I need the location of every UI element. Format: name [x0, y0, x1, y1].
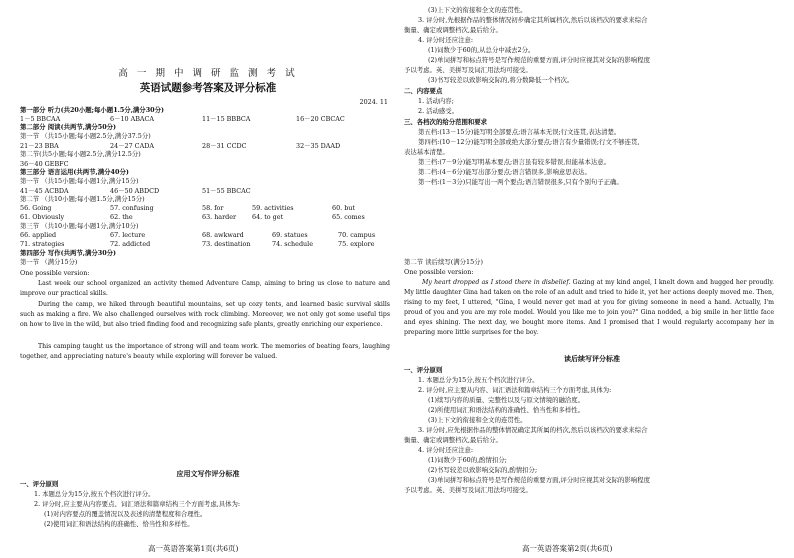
part3-heading: 第三部分 语言运用(共两节,满分40分): [20, 168, 129, 176]
principle-item: (2)使用词汇和语法结构的准确性、恰当性和多样性。: [44, 520, 194, 528]
principle-item: (1)词数少于60的,从总分中减去2分。: [428, 46, 535, 54]
principle-item: (3)上下文的衔接和全文的连贯性。: [428, 416, 527, 424]
principles-heading: 一、评分原则: [20, 480, 59, 488]
principle-item: (1)词数少于60的,酌情扣分;: [428, 456, 507, 464]
vocab-answer: 67. lecture: [110, 231, 146, 239]
fill-answer: 57. confusing: [110, 204, 154, 212]
page-2: [404, 0, 780, 558]
principle-item: (3)上下文的衔接和全文的连贯性。: [428, 6, 527, 14]
listening-answers-3: 11－15 BBBCA: [202, 115, 251, 123]
fill-answer: 60. but: [332, 204, 355, 212]
listening-answers-2: 6－10 ABACA: [110, 115, 155, 123]
essay-paragraph-3: This camping taught us the importance of strong will and team work. The memories of beating fears, laughing together, and appreciating nature's beauty while exploring will forever be valued.: [20, 343, 390, 360]
principle-item: 予以考虑。英、美拼写及词汇用法均可接受。: [404, 66, 532, 74]
content-point: 2. 活动感受。: [418, 107, 459, 115]
band-item: 第四档:(10－12分)能写明全部或绝大部分要点;语言有少量错误;行文不够连贯,: [418, 138, 640, 146]
principle-item: 3. 评分时,先根据作品的整体情况初步确定其所属档次,然后以该档次的要求来综合: [418, 16, 648, 24]
principle-item: 4. 评分时还应注意:: [418, 446, 474, 454]
story-opening: My heart dropped as I stood there in disbelief.: [422, 279, 571, 286]
writing-section1: 第一节 （满分15分): [20, 258, 78, 266]
vocab-answer: 71. strategies: [20, 240, 65, 248]
principles-heading: 一、评分原则: [404, 366, 443, 374]
vocab-answer: 74. schedule: [272, 240, 313, 248]
principle-item: (2)单词拼写和标点符号是写作规范的重要方面,评分时应视其对交际的影响程度: [428, 56, 650, 64]
principle-item: (2)书写较差以致影响交际的,酌情扣分;: [428, 466, 538, 474]
listening-answers-1: 1－5 BBCAA: [20, 115, 61, 123]
principle-item: (1)对内容要点的覆盖情况以及表述的清楚程度和合理性。: [44, 510, 207, 518]
fill-answer: 56. Going: [20, 204, 52, 212]
reading-answers-2: 24－27 CADA: [110, 142, 154, 150]
part2-heading: 第二部分 阅读(共两节,满分50分): [20, 123, 117, 131]
reading-answers-5: 36－40 GEBFC: [20, 160, 69, 168]
page-1: [20, 0, 396, 558]
principle-item: 1. 本题总分为15分,按五个档次进行评分。: [34, 490, 155, 498]
version-label: One possible version:: [20, 269, 90, 277]
principle-item: 予以考虑。英、美拼写及词汇用法均可接受。: [404, 486, 532, 494]
principle-item: (2)所使用词汇和语法结构的准确性、恰当性和多样性。: [428, 406, 585, 414]
principle-item: (1)续写内容的质量、完整性以及与原文情境的融洽度。: [428, 396, 585, 404]
essay-paragraph-2: During the camp, we hiked through beautiful mountains, set up cozy tents, and learned basic survival skills such as making a fire. We also challenged ourselves with rock climbing. Moreover, we not only got some useful tips on how to live in the wild, but also tried finding food and recognizing safe plants, greatly enriching our experience.: [20, 301, 390, 328]
cloze-answers-3: 51－55 BBCAC: [202, 187, 251, 195]
vocab-answer: 75. explore: [338, 240, 375, 248]
listening-answers-4: 16－20 CBCAC: [296, 115, 345, 123]
reading-answers-1: 21－23 BBA: [20, 142, 59, 150]
part4-heading: 第四部分 写作(共两节,满分30分): [20, 249, 117, 257]
story-text: [404, 278, 774, 338]
language-section3: 第三节 （共10小题;每小题1分,满分10分): [20, 222, 139, 230]
principle-item: (3)书写较差以致影响交际的,将分数降低一个档次。: [428, 76, 574, 84]
fill-answer: 62. the: [110, 213, 133, 221]
story-body: Gazing at my kind angel, I knelt down and hugged her proudly. My little daughter Gina had taken on the role of an adult and tried to hide it, yet her actions deeply moved me. Then, rising to my feet, I uttered, "Gina, I would never get mad at you for giving someone in need a hand. Actually, I'm proud of you and you are my role model. Would you like me to join you?" Gina nodded, a big smile in her little face and eyes shining. The next day, we bought more items. And I promised that I would regularly accompany her in preparing more little surprises for the boy.: [404, 279, 775, 336]
principle-item: 衡量、确定或调整档次,最后给分。: [404, 436, 502, 444]
fill-answer: 58. for: [202, 204, 224, 212]
fill-answer: 63. harder: [202, 213, 237, 221]
band-item: 第一档:(1－3分)只能写出一两个要点;语言错误很多,只有个别句子正确。: [418, 178, 623, 186]
practical-writing-standard-title: 应用文写作评分标准: [176, 469, 240, 478]
principle-item: 衡量、确定或调整档次,最后给分。: [404, 26, 502, 34]
exam-date: 2024. 11: [359, 98, 388, 106]
band-item: 表达基本清楚。: [404, 148, 449, 156]
content-points-heading: 二、内容要点: [404, 87, 443, 95]
principle-item: 4. 评分时还应注意:: [418, 36, 474, 44]
reading-section2: 第二节(共5小题;每小题2.5分,满分12.5分): [20, 150, 141, 158]
principle-item: 2. 评分时,应主要从内容、词汇语法和篇章结构三个方面考虑,具体为:: [418, 386, 612, 394]
fill-answer: 65. comes: [332, 213, 365, 221]
answer-title: 英语试题参考答案及评分标准: [139, 82, 277, 94]
band-item: 第五档:(13－15分)能写明全部要点;语言基本无误;行文连贯,表达清楚。: [418, 128, 621, 136]
vocab-answer: 72. addicted: [110, 240, 151, 248]
page-footer: 高一英语答案第1页(共6页): [148, 544, 239, 553]
fill-answer: 61. Obviously: [20, 213, 65, 221]
continuation-standard-title: 读后续写评分标准: [564, 354, 620, 363]
principle-item: 3. 评分时,应先根据作品的整体情况确定其所属的档次,然后以该档次的要求来综合: [418, 426, 648, 434]
language-section1: 第一节 （共15小题;每小题1分,满分15分): [20, 177, 139, 185]
principle-item: 1. 本题总分为15分,按五个档次进行评分。: [418, 376, 539, 384]
bands-heading: 三、各档次的给分范围和要求: [404, 118, 488, 126]
principle-item: 2. 评分时,应主要从内容要点、词汇语法和篇章结构三个方面考虑,具体为:: [34, 500, 241, 508]
language-section2: 第二节 （共10小题;每小题1.5分,满分15分): [20, 195, 145, 203]
principle-item: (3)单词拼写和标点符号是写作规范的重要方面,评分时应视其对交际的影响程度: [428, 476, 650, 484]
vocab-answer: 66. applied: [20, 231, 57, 239]
vocab-answer: 70. campus: [338, 231, 376, 239]
fill-answer: 64. to get: [252, 213, 284, 221]
cloze-answers-1: 41－45 ACBDA: [20, 187, 69, 195]
vocab-answer: 69. statues: [272, 231, 308, 239]
version-label: One possible version:: [404, 268, 474, 276]
essay-paragraph-1: Last week our school organized an activity themed Adventure Camp, aiming to bring us close to nature and improve our practical skills.: [20, 280, 390, 297]
continuation-heading: 第二节 读后续写(满分15分): [404, 258, 484, 266]
reading-answers-4: 32－35 DAAD: [296, 142, 341, 150]
vocab-answer: 68. awkward: [202, 231, 244, 239]
reading-section1: 第一节 （共15小题;每小题2.5分,满分37.5分): [20, 132, 151, 140]
cloze-answers-2: 46－50 ABDCD: [110, 187, 160, 195]
reading-answers-3: 28－31 CCDC: [202, 142, 247, 150]
exam-title: 高 一 期 中 调 研 监 测 考 试: [118, 68, 298, 79]
page-footer: 高一英语答案第2页(共6页): [522, 544, 613, 553]
fill-answer: 59. activities: [252, 204, 294, 212]
vocab-answer: 73. destination: [202, 240, 251, 248]
part1-heading: 第一部分 听力(共20小题;每小题1.5分,满分30分): [20, 106, 165, 114]
content-point: 1. 活动内容;: [418, 97, 454, 105]
band-item: 第三档:(7－9分)能写明基本要点;语言虽有较多错误,但能基本达意。: [418, 158, 611, 166]
band-item: 第二档:(4－6分)能写出部分要点;语言错误多,影响意思表达。: [418, 168, 591, 176]
